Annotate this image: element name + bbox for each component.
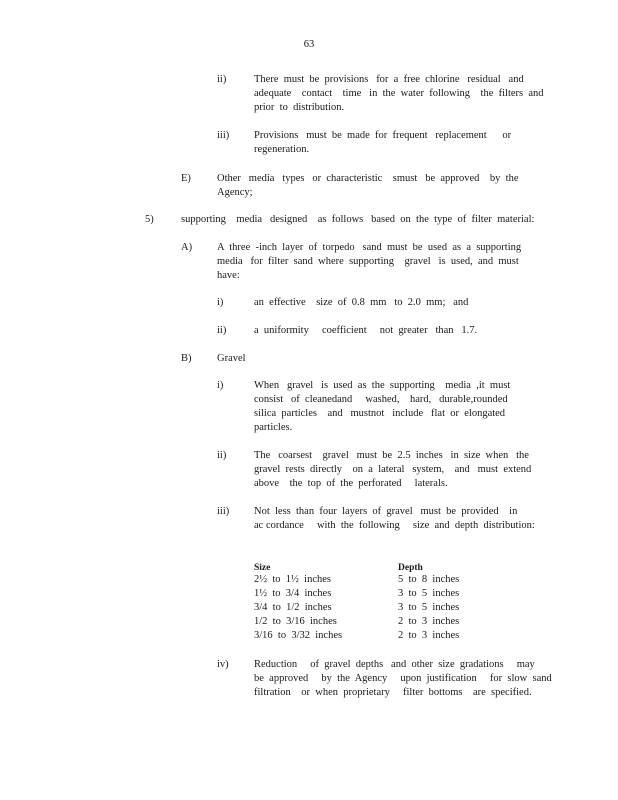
item-label: i) [217, 297, 224, 308]
item-text: Gravel [217, 353, 246, 364]
item-label: A) [181, 242, 193, 253]
table-header-depth: Depth [398, 563, 423, 573]
item-label: E) [181, 173, 191, 184]
item-text: A three -inch layer of torpedo sand must be used as a supporting media for filter sand where supporting gravel is used, and must have: [217, 242, 522, 281]
item-label: iv) [217, 659, 229, 670]
item-text: a uniformity coefficient not greater than 1.7. [254, 325, 478, 336]
item-text: The coarsest gravel must be 2.5 inches in size when the gravel rests directly on a lateral system, and must extend above the top of the perforated laterals. [254, 450, 532, 489]
table-cell-depth: 3 to 5 inches [398, 602, 460, 613]
item-label: i) [217, 380, 224, 391]
table-cell-size: 3/4 to 1/2 inches [254, 602, 332, 613]
item-text: Provisions must be made for frequent replacement or regeneration. [254, 130, 512, 155]
table-cell-size: 3/16 to 3/32 inches [254, 630, 343, 641]
item-text: an effective size of 0.8 mm to 2.0 mm; and [254, 297, 469, 308]
table-header-size: Size [254, 563, 271, 573]
item-text: When gravel is used as the supporting media ,it must consist of cleanedand washed, hard, durable,rounded silica particles and mustnot include flat or elongated particles. [254, 380, 511, 433]
item-text: There must be provisions for a free chlorine residual and adequate contact time in the water following the filters and prior to distribution. [254, 74, 544, 113]
item-text: Not less than four layers of gravel must be provided in ac cordance with the following size and depth distribution: [254, 506, 535, 531]
table-cell-depth: 2 to 3 inches [398, 616, 460, 627]
item-label: ii) [217, 450, 227, 461]
item-text: supporting media designed as follows based on the type of filter material: [181, 214, 535, 225]
item-text: Reduction of gravel depths and other size gradations may be approved by the Agency upon justification for slow sand filtration or when proprietary filter bottoms are specified. [254, 659, 552, 698]
item-label: ii) [217, 74, 227, 85]
item-label: 5) [145, 214, 154, 225]
table-cell-depth: 2 to 3 inches [398, 630, 460, 641]
item-label: ii) [217, 325, 227, 336]
table-cell-depth: 3 to 5 inches [398, 588, 460, 599]
item-text: Other media types or characteristic smust be approved by the Agency; [217, 173, 519, 198]
table-cell-size: 1/2 to 3/16 inches [254, 616, 337, 627]
table-cell-size: 2½ to 1½ inches [254, 574, 331, 585]
item-label: iii) [217, 130, 230, 141]
page-number: 63 [303, 39, 315, 50]
table-cell-size: 1½ to 3/4 inches [254, 588, 332, 599]
item-label: iii) [217, 506, 230, 517]
table-cell-depth: 5 to 8 inches [398, 574, 460, 585]
item-label: B) [181, 353, 192, 364]
